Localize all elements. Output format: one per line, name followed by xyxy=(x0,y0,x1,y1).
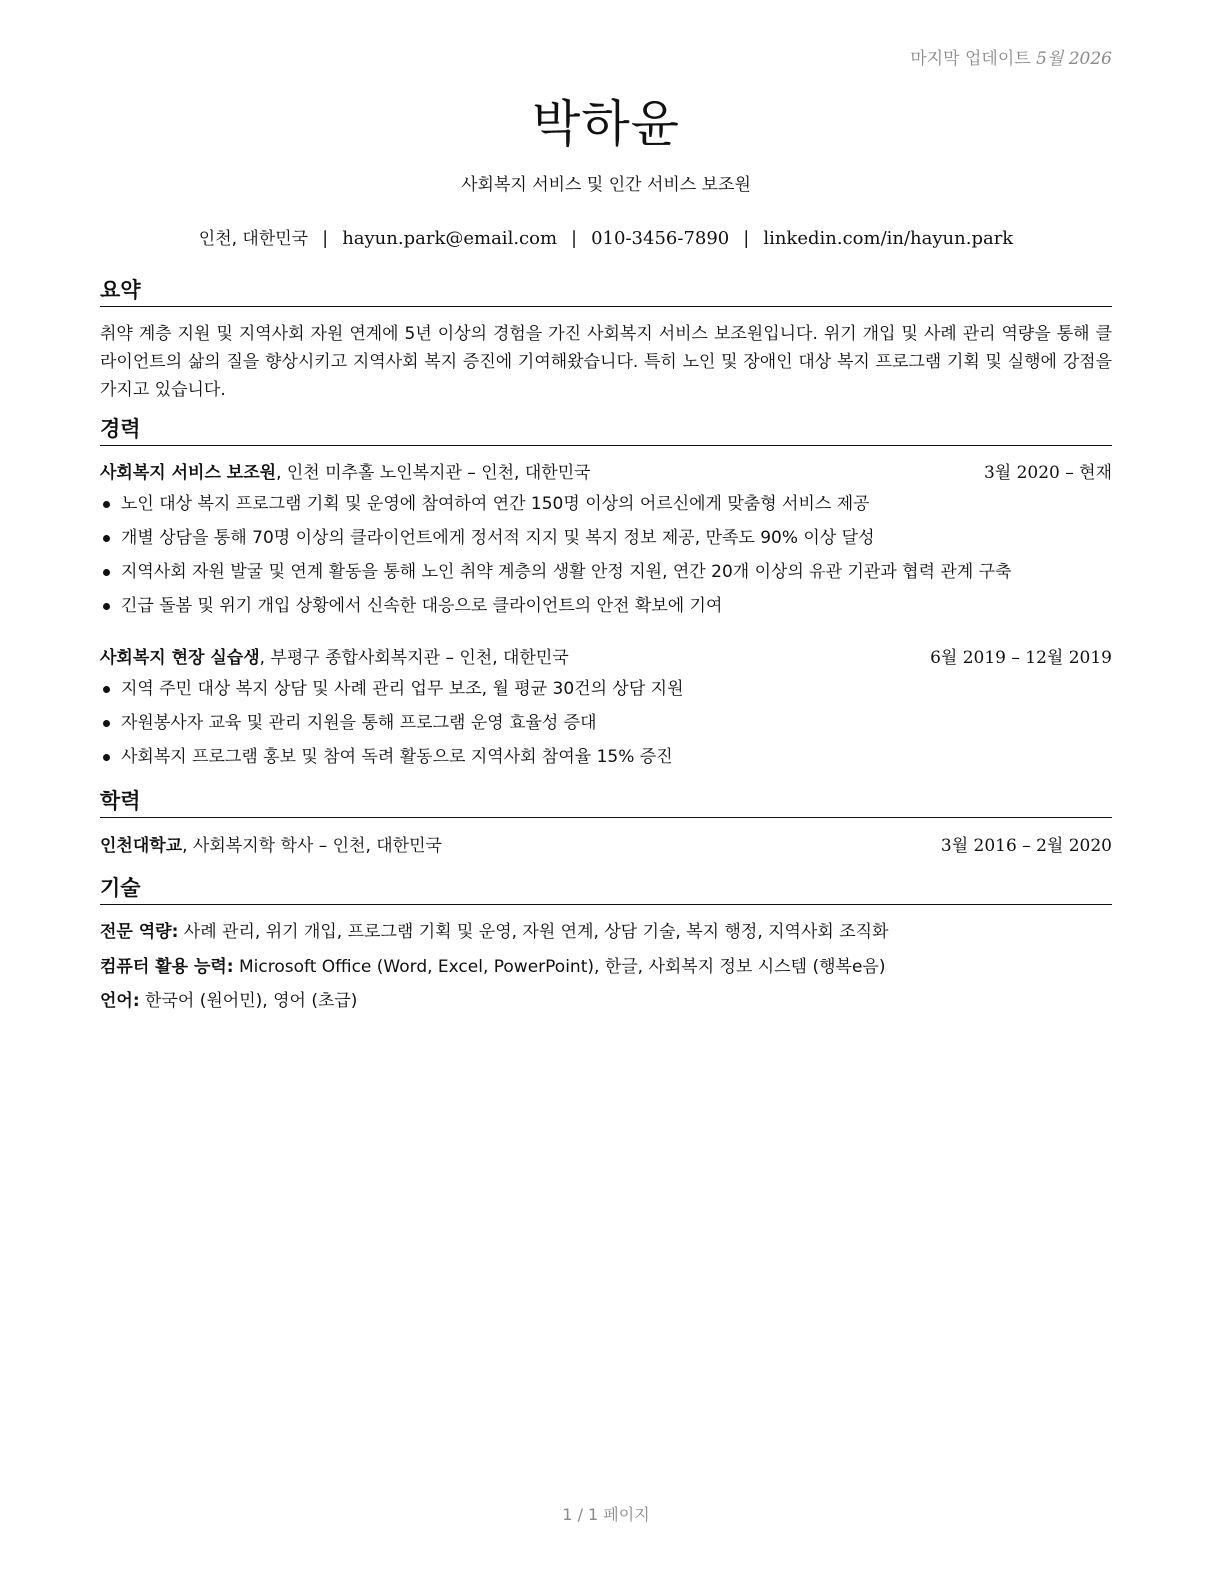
experience-dates: 6월 2019 – 12월 2019 xyxy=(930,648,1112,668)
summary-text: 취약 계층 지원 및 지역사회 자원 연계에 5년 이상의 경험을 가진 사회복지 서비스 보조원입니다. 위기 개입 및 사례 관리 역량을 통해 클라이언트의 삶의 질을 향상시키고 지역사회 복지 증진에 기여해왔습니다. 특히 노인 및 장애인 대상 복지 프로그램 기획 및 실행에 강점을 가지고 있습니다. xyxy=(100,324,1112,400)
experience-org: , 인천 미추홀 노인복지관 – 인천, 대한민국 xyxy=(276,463,591,483)
section-title-experience: 경력 xyxy=(100,415,1112,446)
experience-bullet: 지역 주민 대상 복지 상담 및 사례 관리 업무 보조, 월 평균 30건의 상담 지원 xyxy=(100,676,1112,710)
experience-role-org xyxy=(100,645,569,671)
experience-bullets xyxy=(100,491,1112,627)
section-title-skills: 기술 xyxy=(100,874,1112,905)
skill-line xyxy=(100,919,1112,945)
skill-line xyxy=(100,988,1112,1014)
last-updated xyxy=(910,44,1112,69)
resume-page xyxy=(100,0,1112,1584)
experience-entry-header xyxy=(100,460,1112,486)
experience-bullet: 긴급 돌봄 및 위기 개입 상황에서 신속한 대응으로 클라이언트의 안전 확보에 기여 xyxy=(100,593,1112,627)
experience-bullet: 자원봉사자 교육 및 관리 지원을 통해 프로그램 운영 효율성 증대 xyxy=(100,710,1112,744)
candidate-name: 박하윤 xyxy=(532,95,680,153)
skill-value: Microsoft Office (Word, Excel, PowerPoint), 한글, 사회복지 정보 시스템 (행복e음) xyxy=(233,957,886,977)
education-school: 인천대학교 xyxy=(100,836,183,856)
contact-location: 인천, 대한민국 xyxy=(198,229,309,249)
contact-phone: 010-3456-7890 xyxy=(591,228,730,249)
experience-bullet: 개별 상담을 통해 70명 이상의 클라이언트에게 정서적 지지 및 복지 정보 제공, 만족도 90% 이상 달성 xyxy=(100,525,1112,559)
experience-role-org xyxy=(100,460,591,486)
education-entry-header xyxy=(100,833,1112,859)
skill-value: 한국어 (원어민), 영어 (초급) xyxy=(139,991,358,1011)
experience-dates: 3월 2020 – 현재 xyxy=(983,463,1112,483)
experience-role: 사회복지 현장 실습생 xyxy=(100,648,260,668)
experience-bullet: 지역사회 자원 발굴 및 연계 활동을 통해 노인 취약 계층의 생활 안정 지원, 연간 20개 이상의 유관 기관과 협력 관계 구축 xyxy=(100,559,1112,593)
skill-label: 컴퓨터 활용 능력: xyxy=(100,957,234,977)
candidate-headline: 사회복지 서비스 및 인간 서비스 보조원 xyxy=(461,175,751,195)
skill-label: 전문 역량: xyxy=(100,922,179,942)
contact-linkedin[interactable]: linkedin.com/in/hayun.park xyxy=(763,228,1014,249)
experience-bullet: 노인 대상 복지 프로그램 기획 및 운영에 참여하여 연간 150명 이상의 어르신에게 맞춤형 서비스 제공 xyxy=(100,491,1112,525)
skill-label: 언어: xyxy=(100,991,140,1011)
contact-separator: | xyxy=(743,228,750,249)
experience-bullets xyxy=(100,676,1112,778)
contact-separator: | xyxy=(571,228,578,249)
contact-line xyxy=(100,224,1112,249)
skill-value: 사례 관리, 위기 개입, 프로그램 기획 및 운영, 자원 연계, 상담 기술, 복지 행정, 지역사회 조직화 xyxy=(178,922,889,942)
last-updated-label: 마지막 업데이트 xyxy=(910,49,1031,69)
last-updated-date: 5월 2026 xyxy=(1036,49,1112,69)
experience-entry-header xyxy=(100,645,1112,671)
section-title-summary: 요약 xyxy=(100,276,1112,307)
skill-line xyxy=(100,954,1112,980)
experience-org: , 부평구 종합사회복지관 – 인천, 대한민국 xyxy=(259,648,569,668)
page-indicator: 1 / 1 페이지 xyxy=(562,1505,650,1524)
experience-role: 사회복지 서비스 보조원 xyxy=(100,463,277,483)
education-school-detail xyxy=(100,833,442,859)
education-dates: 3월 2016 – 2월 2020 xyxy=(940,836,1112,856)
contact-separator: | xyxy=(322,228,329,249)
experience-bullet: 사회복지 프로그램 홍보 및 참여 독려 활동으로 지역사회 참여율 15% 증진 xyxy=(100,744,1112,778)
contact-email[interactable]: hayun.park@email.com xyxy=(342,228,558,249)
section-title-education: 학력 xyxy=(100,787,1112,818)
education-detail: , 사회복지학 학사 – 인천, 대한민국 xyxy=(182,836,442,856)
